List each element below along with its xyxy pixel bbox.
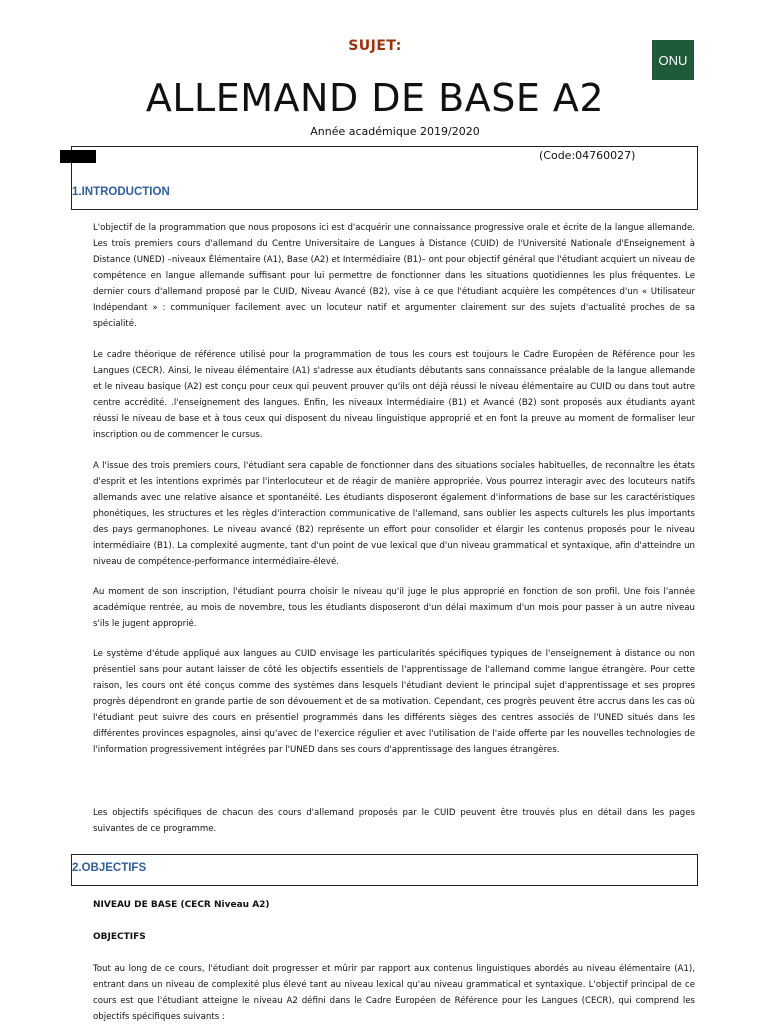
redaction-bar: [60, 150, 96, 163]
intro-paragraph-1: L'objectif de la programmation que nous proposons ici est d'acquérir une connaissance progressive orale et écrite de la langue allemande. Les trois premiers cours d'allemand du Centre Universitaire de Langues à Distance (CUID) de l'Université Nationale d'Enseignement à Distance (UNED) –niveaux Élémentaire (A1), Base (A2) et Intermédiaire (B1)– ont pour objectif général que l'étudiant acquiert un niveau de compétence en langue allemande suffisant pour lui permettre de fonctionner dans les situations quotidiennes les plus fréquentes. Le dernier cours d'allemand proposé par le CUID, Niveau Avancé (B2), vise à ce que l'étudiant acquière les compétences d'un « Utilisateur Indépendant » : communiquer facilement avec un locuteur natif et argumenter clairement sur des sujets d'actualité proches de sa spécialité.: [93, 223, 695, 329]
intro-paragraph-3: A l'issue des trois premiers cours, l'étudiant sera capable de fonctionner dans des situations sociales habituelles, de reconnaître les états d'esprit et les intentions exprimés par l'interlocuteur et de réagir de manière appropriée. Vous pourrez interagir avec des locuteurs natifs allemands avec une relative aisance et spontanéité. Les étudiants disposeront également d'informations de base sur les caractéristiques phonétiques, les structures et les règles d'interaction communicative de l'allemand, sans oublier les aspects culturels les plus importants des pays germanophones. Le niveau avancé (B2) représente un effort pour consolider et élargir les contenus proposés pour le niveau intermédiaire (B1). La complexité augmente, tant d'un point de vue lexical que d'un niveau grammatical et syntaxique, afin d'atteindre un niveau de compétence-performance intermédiaire-élevé.: [93, 461, 695, 567]
academic-year: Année académique 2019/2020: [310, 125, 480, 138]
onu-badge: ONU: [652, 40, 694, 80]
objectives-paragraph: Tout au long de ce cours, l'étudiant doit progresser et mûrir par rapport aux contenus linguistiques abordés au niveau élémentaire (A1), entrant dans un niveau de complexité plus élevé tant au niveau lexical qu'au niveau grammatical et syntaxique. L'objectif principal de ce cours est que l'étudiant atteigne le niveau A2 défini dans le Cadre Européen de Référence pour les Langues (CECR), qui comprend les objectifs spécifiques suivants :: [93, 964, 695, 1022]
intro-paragraph-4: Au moment de son inscription, l'étudiant pourra choisir le niveau qu'il juge le plus approprié en fonction de son profil. Une fois l'année académique rentrée, au mois de novembre, tous les étudiants disposeront d'un délai maximum d'un mois pour passer à un autre niveau s'ils le jugent approprié.: [93, 587, 695, 629]
intro-paragraph-5: Le système d'étude appliqué aux langues au CUID envisage les particularités spécifiques typiques de l'enseignement à distance ou non présentiel sans pour autant laisser de côté les objectifs essentiels de l'apprentissage de l'allemand comme langue étrangère. Pour cette raison, les cours ont été conçus comme des systèmes dans lesquels l'étudiant devient le principal sujet d'apprentissage et ses propres progrès dépendront en grande partie de son dévouement et de sa motivation. Cependant, ces progrès peuvent être accrus dans les cas où l'étudiant peut suivre des cours en présentiel programmés dans les différents sièges des centres associés de l'UNED situés dans les différentes provinces espagnoles, ainsi qu'avec de l'exercice régulier et avec l'utilisation de l'aide offerte par les nouvelles technologies de l'information progressivement intégrées par l'UNED dans ses cours d'apprentissage des langues étrangères.: [93, 649, 695, 755]
objectives-label: OBJECTIFS: [93, 932, 146, 942]
intro-paragraph-6: Les objectifs spécifiques de chacun des cours d'allemand proposés par le CUID peuvent être trouvés plus en détail dans les pages suivantes de ce programme.: [93, 808, 695, 834]
objectives-heading: 2.OBJECTIFS: [72, 862, 147, 874]
intro-heading: 1.INTRODUCTION: [72, 186, 170, 198]
level-label: NIVEAU DE BASE (CECR Niveau A2): [93, 900, 270, 910]
intro-paragraph-2: Le cadre théorique de référence utilisé pour la programmation de tous les cours est toujours le Cadre Européen de Référence pour les Langues (CECR). Ainsi, le niveau élémentaire (A1) s'adresse aux étudiants débutants sans connaissance préalable de la langue allemande et le niveau basique (A2) est conçu pour ceux qui peuvent prouver qu'ils ont déjà réussi le niveau élémentaire au CUID ou dans tout autre centre accrédité. .l'enseignement des langues. Enfin, les niveaux Intermédiaire (B1) et Avancé (B2) sont proposés aux étudiants ayant réussi le niveau de base et à tous ceux qui disposent du niveau linguistique approprié et en font la preuve au moment de formaliser leur inscription ou de commencer le cursus.: [93, 350, 695, 440]
subject-label: SUJET:: [348, 38, 402, 54]
objectives-section-box: [71, 854, 698, 886]
course-code: (Code:04760027): [539, 149, 636, 162]
page-title: ALLEMAND DE BASE A2: [145, 76, 605, 120]
